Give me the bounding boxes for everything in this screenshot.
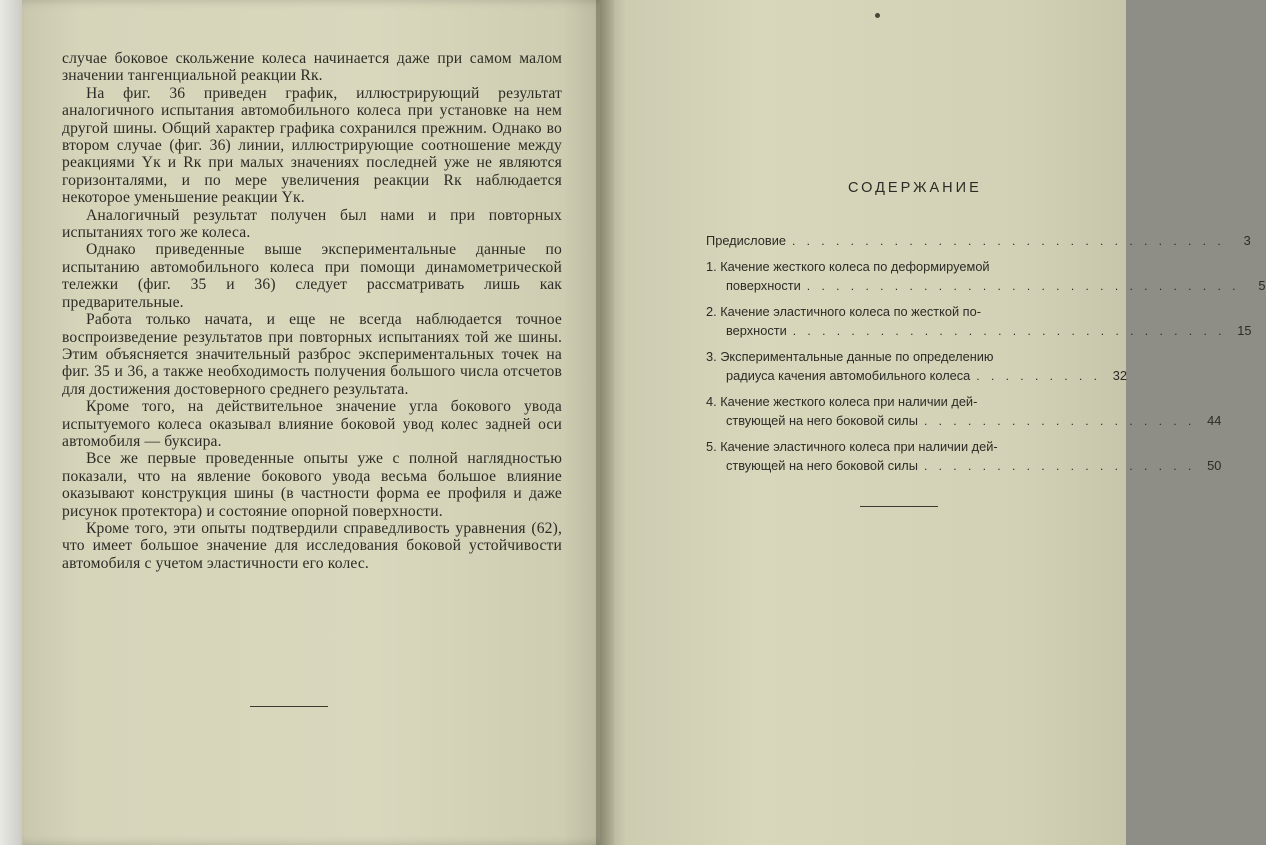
toc-page-number: 44: [1207, 413, 1222, 428]
paragraph: случае боковое скольжение колеса начинается даже при самом малом значении тангенциальной реакции Rк.: [62, 50, 562, 85]
toc-end-rule: [860, 506, 938, 507]
toc-leader-dots: . . . . . . . . . . . . . . . . . . . . . . . . . . . . . .: [792, 324, 1226, 338]
toc-entry: [706, 347, 1127, 386]
toc-entry-title-cont: поверхности: [726, 278, 801, 293]
toc-entry: [706, 302, 1252, 341]
paragraph: Аналогичный результат получен был нами и при повторных испытаниях того же колеса.: [62, 206, 562, 242]
section-end-rule: [250, 706, 328, 707]
paragraph: Кроме того, на действительное значение угла бокового увода испытуемого колеса оказывал влияние боковой увод колес задней оси автомобиля — буксира.: [62, 398, 562, 450]
toc-page-number: 5: [1258, 278, 1266, 293]
toc-leader-dots: . . . . . . . . . . . . . . . . . . .: [923, 414, 1196, 428]
toc-entry-title: 1. Качение жесткого колеса по деформируемой: [706, 259, 990, 274]
paragraph: Кроме того, эти опыты подтвердили справедливость уравнения (62), что имеет большое значение для исследования боковой устойчивости автомобиля с учетом эластичности его колес.: [62, 519, 562, 572]
paragraph: Все же первые проведенные опыты уже с полной наглядностью показали, что на явление бокового увода весьма большое влияние оказывают конструкция шины (в частности форма ее профиля и даже рисунок протектора) и состояние опорной поверхности.: [62, 450, 562, 520]
toc-page-number: 3: [1243, 233, 1251, 248]
toc-entry-title-cont: ствующей на него боковой силы: [726, 458, 918, 473]
toc-entry-title-cont: радиуса качения автомобильного колеса: [726, 368, 971, 383]
paragraph: На фиг. 36 приведен график, иллюстрирующий результат аналогичного испытания автомобильного колеса при установке на нем другой шины. Общий характер графика сохранился прежним. Однако во втором случае (фиг. 36) линии, иллюстрирующие соотношение между реакциями Yк и Rк при малых значениях последней уже не являются горизонталями, и по мере увеличения реакции Rк наблюдается некоторое уменьшение реакции Yк.: [62, 84, 562, 207]
toc-entry: [706, 257, 1266, 296]
toc-entry-title: Предисловие: [706, 233, 786, 248]
toc-leader-dots: . . . . . . . . . . . . . . . . . . .: [923, 459, 1196, 473]
toc-entry: [706, 392, 1222, 431]
toc-page-number: 50: [1207, 458, 1222, 473]
paper-speck: [875, 13, 880, 18]
left-page-body: [62, 50, 562, 572]
toc-entry: [706, 231, 1251, 251]
toc-page-number: 32: [1112, 368, 1127, 383]
toc-entry-title-cont: ствующей на него боковой силы: [726, 413, 918, 428]
toc-leader-dots: . . . . . . . . .: [976, 369, 1101, 383]
toc-entry-title-cont: верхности: [726, 323, 787, 338]
book-gutter: [596, 0, 614, 845]
toc-leader-dots: . . . . . . . . . . . . . . . . . . . . . . . . . . . . . .: [806, 279, 1240, 293]
toc-entry-title: 3. Экспериментальные данные по определению: [706, 349, 994, 364]
toc-entry-title: 5. Качение эластичного колеса при наличии дей-: [706, 439, 998, 454]
toc-leader-dots: . . . . . . . . . . . . . . . . . . . . . . . . . . . . . .: [791, 234, 1225, 248]
table-of-contents: [706, 231, 1266, 482]
toc-page-number: 15: [1237, 323, 1252, 338]
toc-entry: [706, 437, 1222, 476]
paragraph: Однако приведенные выше экспериментальные данные по испытанию автомобильного колеса при помощи динамометрической тележки (фиг. 35 и 36) следует рассматривать лишь как предварительные.: [62, 241, 562, 311]
toc-entry-title: 2. Качение эластичного колеса по жесткой по-: [706, 304, 981, 319]
toc-entry-title: 4. Качение жесткого колеса при наличии дей-: [706, 394, 978, 409]
paragraph: Работа только начата, и еще не всегда наблюдается точное воспроизведение результатов при повторных испытаниях той же шины. Этим объясняется значительный разброс экспериментальных точек на фиг. 35 и 36, а также необходимость получения большого числа отсчетов для достижения достоверного среднего результата.: [62, 311, 562, 398]
toc-title: СОДЕРЖАНИЕ: [848, 180, 982, 196]
